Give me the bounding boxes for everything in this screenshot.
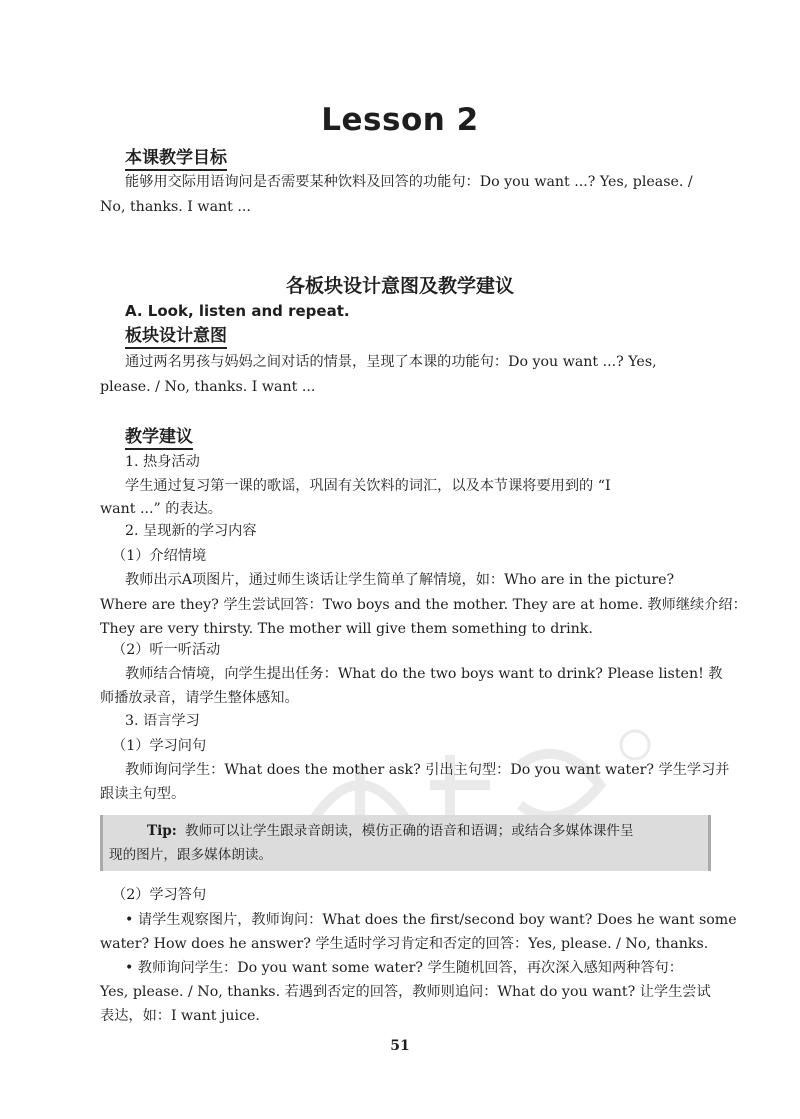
- step-2-2-title: （2）听一听活动: [112, 642, 221, 658]
- tip-label: Tip:: [147, 823, 177, 839]
- step-3-2-line-3: • 教师询问学生：Do you want some water? 学生随机回答，再次深入感知两种答句：: [125, 960, 683, 976]
- intent-heading: 板块设计意图: [125, 326, 227, 349]
- objective-line-1: 能够用交际用语询问是否需要某种饮料及回答的功能句：Do you want ...? Yes, please. /: [125, 174, 693, 190]
- step-3-1-line-2: 跟读主句型。: [100, 786, 186, 802]
- intent-line-2: please. / No, thanks. I want ...: [100, 379, 316, 395]
- step-3-2-line-4: Yes, please. / No, thanks. 若遇到否定的回答，教师则追问：What do you want? 让学生尝试: [100, 984, 711, 1000]
- step-3-2-line-1: • 请学生观察图片，教师询问：What does the first/second boy want? Does he want some: [125, 912, 737, 928]
- intent-line-1: 通过两名男孩与妈妈之间对话的情景，呈现了本课的功能句：Do you want ...? Yes,: [125, 354, 657, 370]
- lesson-title: Lesson 2: [321, 102, 479, 138]
- step-3-1-line-1: 教师询问学生：What does the mother ask? 引出主句型：Do you want water? 学生学习并: [125, 762, 730, 778]
- tip-text-1: 教师可以让学生跟录音朗读，模仿正确的语音和语调；或结合多媒体课件呈: [185, 823, 634, 839]
- step-2-title: 2. 呈现新的学习内容: [125, 523, 257, 539]
- step-2-1-line-1: 教师出示A项图片，通过师生谈话让学生简单了解情境，如：Who are in the picture?: [125, 572, 675, 588]
- step-3-2-line-2: water? How does he answer? 学生适时学习肯定和否定的回答：Yes, please. / No, thanks.: [100, 936, 709, 952]
- step-3-title: 3. 语言学习: [125, 713, 200, 729]
- page-number: 51: [390, 1038, 410, 1054]
- step-3-2-title: （2）学习答句: [112, 887, 207, 903]
- step-2-1-line-2: Where are they? 学生尝试回答：Two boys and the mother. They are at home. 教师继续介绍：: [100, 597, 747, 613]
- step-1-line-2: want ...” 的表达。: [100, 501, 222, 517]
- step-1-title: 1. 热身活动: [125, 454, 200, 470]
- suggestions-heading: 教学建议: [125, 427, 193, 450]
- step-2-1-title: （1）介绍情境: [112, 548, 207, 564]
- tip-box: [100, 815, 711, 871]
- part-a-title: A. Look, listen and repeat.: [125, 302, 350, 320]
- objective-line-2: No, thanks. I want ...: [100, 199, 251, 215]
- objective-heading: 本课教学目标: [125, 148, 227, 171]
- step-2-2-line-1: 教师结合情境，向学生提出任务：What do the two boys want to drink? Please listen! 教: [125, 666, 723, 682]
- tip-line-1: [147, 821, 634, 841]
- step-2-2-line-2: 师播放录音，请学生整体感知。: [100, 690, 299, 706]
- step-2-1-line-3: They are very thirsty. The mother will give them something to drink.: [100, 621, 593, 637]
- step-3-1-title: （1）学习问句: [112, 738, 207, 754]
- step-1-line-1: 学生通过复习第一课的歌谣，巩固有关饮料的词汇，以及本节课将要用到的 “I: [125, 478, 611, 494]
- section-heading: 各板块设计意图及教学建议: [285, 275, 514, 297]
- tip-line-2: 现的图片，跟多媒体朗读。: [109, 847, 273, 863]
- step-3-2-line-5: 表达，如：I want juice.: [100, 1008, 260, 1024]
